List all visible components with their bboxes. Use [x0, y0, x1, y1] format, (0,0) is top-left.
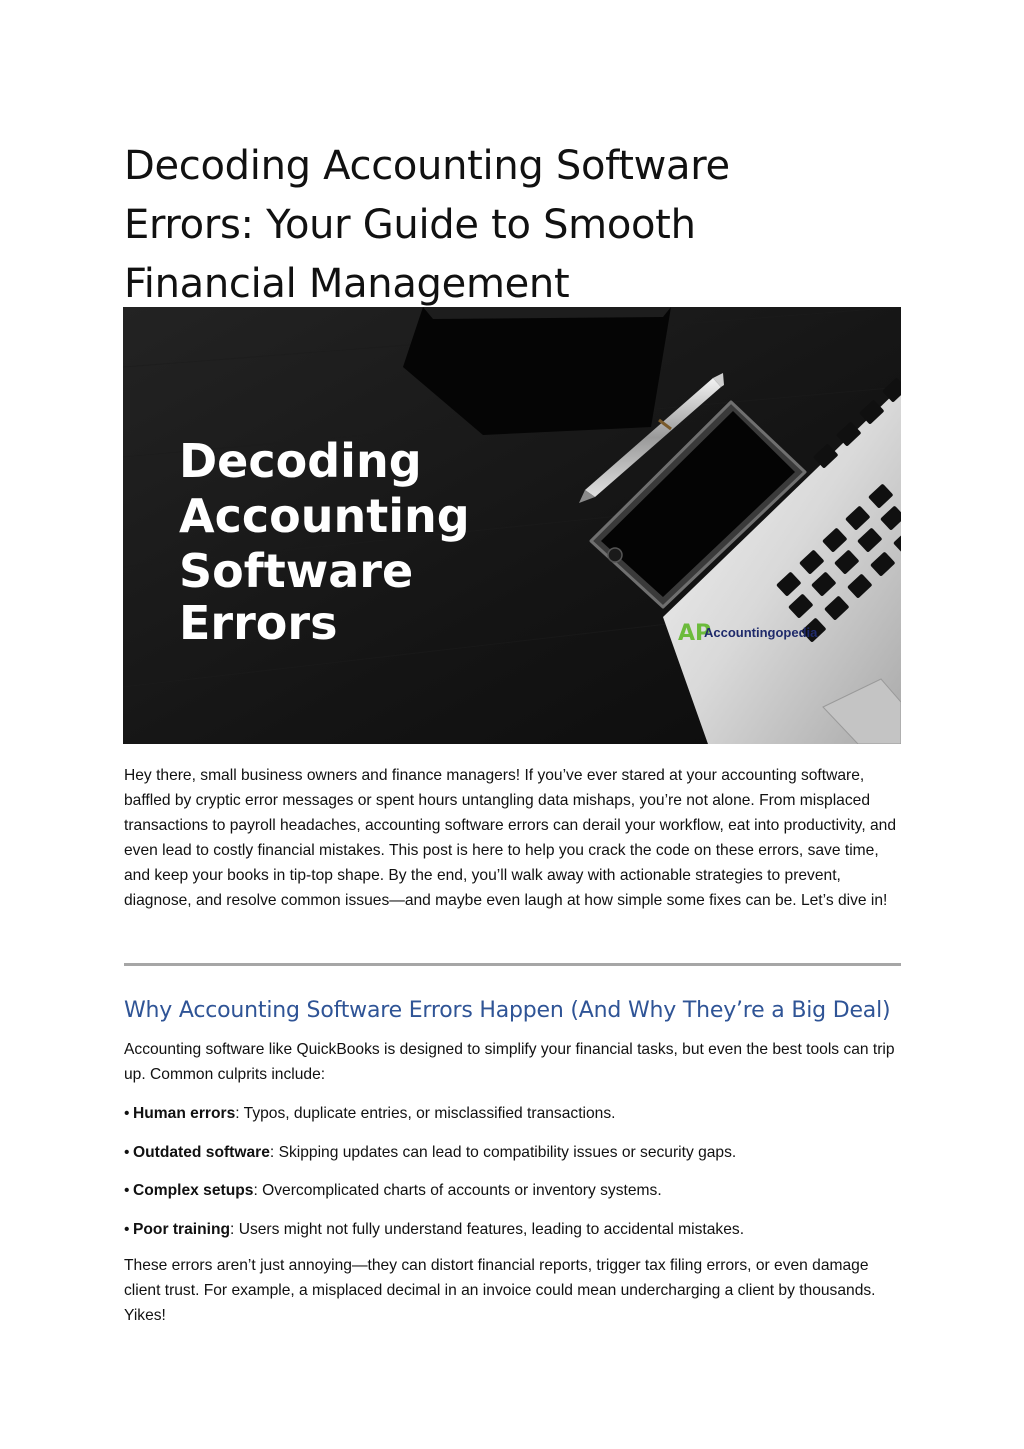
- title-line-3: Financial Management: [124, 261, 570, 307]
- culprits-list: [124, 1101, 914, 1255]
- overlay-line-3: Software: [179, 544, 414, 598]
- bullet-description: : Overcomplicated charts of accounts or inventory systems.: [253, 1182, 662, 1199]
- list-item: [124, 1140, 914, 1179]
- overlay-line-2: Accounting: [179, 489, 470, 543]
- bullet-icon: •: [124, 1143, 130, 1161]
- section-heading: Why Accounting Software Errors Happen (And Why They’re a Big Deal): [124, 998, 891, 1023]
- bullet-term: Human errors: [133, 1105, 236, 1122]
- title-line-2: Errors: Your Guide to Smooth: [124, 202, 696, 248]
- bullet-term: Outdated software: [133, 1143, 270, 1161]
- bullet-description: : Typos, duplicate entries, or misclassified transactions.: [235, 1105, 616, 1122]
- bullet-icon: •: [124, 1182, 130, 1199]
- list-item: [124, 1217, 914, 1256]
- logo-mark: AP: [678, 621, 712, 646]
- logo-text: Accountingopedia: [704, 625, 818, 640]
- overlay-line-1: Decoding: [179, 434, 422, 488]
- bullet-description: : Users might not fully understand features, leading to accidental mistakes.: [230, 1220, 745, 1238]
- document-title: [124, 137, 904, 314]
- bullet-icon: •: [124, 1105, 130, 1122]
- list-item: [124, 1101, 914, 1140]
- bullet-icon: •: [124, 1220, 130, 1238]
- bullet-term: Poor training: [133, 1220, 231, 1238]
- list-item: [124, 1178, 914, 1217]
- closing-paragraph: These errors aren’t just annoying—they can distort financial reports, trigger tax filing errors, or even damage client trust. For example, a misplaced decimal in an invoice could mean undercharging a client by thousands. Yikes!: [124, 1257, 876, 1324]
- title-line-1: Decoding Accounting Software: [124, 143, 730, 189]
- overlay-line-4: Errors: [179, 596, 338, 650]
- section-divider: [124, 963, 901, 966]
- section-lead-paragraph: Accounting software like QuickBooks is designed to simplify your financial tasks, but even the best tools can trip up. Common culprits include:: [124, 1041, 895, 1083]
- bullet-term: Complex setups: [133, 1182, 254, 1199]
- bullet-description: : Skipping updates can lead to compatibility issues or security gaps.: [269, 1143, 737, 1161]
- intro-paragraph: Hey there, small business owners and finance managers! If you’ve ever stared at your accounting software, baffled by cryptic error messages or spent hours untangling data mishaps, you’re not alone. From misplaced transactions to payroll headaches, accounting software errors can derail your workflow, eat into productivity, and even lead to costly financial mistakes. This post is here to help you crack the code on these errors, save time, and keep your books in tip-top shape. By the end, you’ll walk away with actionable strategies to prevent, diagnose, and resolve common issues—and maybe even laugh at how simple some fixes can be. Let’s dive in!: [124, 767, 897, 909]
- hero-image: [123, 307, 901, 744]
